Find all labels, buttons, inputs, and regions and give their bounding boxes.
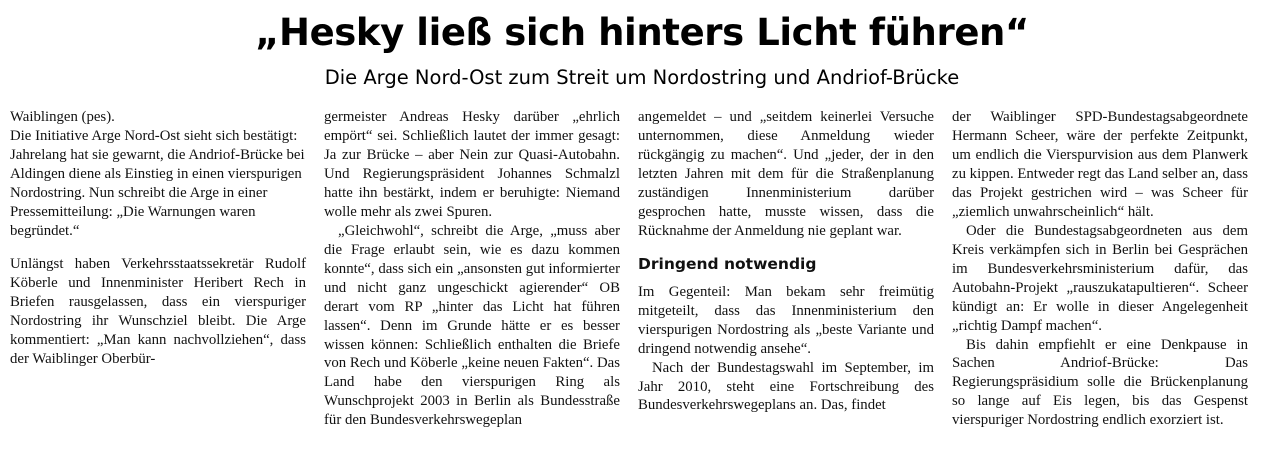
- page-title: „Hesky ließ sich hinters Licht führen“: [255, 11, 1029, 54]
- article-column-2: [324, 108, 620, 430]
- section-subheading: Dringend notwendig: [638, 254, 817, 273]
- body-paragraph: germeister Andreas Hesky darüber „ehrlich empört“ sei. Schließlich lautet der immer gesagt: Ja zur Brücke – aber Nein zur Quasi-Autobahn. Und Regierungspräsident Johannes Schmalzl hatte ihn bestärkt, indem er beruhigte: Niemand wolle mehr als zwei Spuren.: [324, 109, 620, 220]
- paragraph-spacer: [10, 241, 306, 255]
- body-paragraph: Unlängst haben Verkehrsstaatssekretär Rudolf Köberle und Innenminister Heribert Rech in Briefen rausgelassen, dass ein vierspuriger Nordostring ihr Wunschziel bleibt. Die Arge kommentiert: „Man kann nachvollziehen“, dass der Waiblinger Oberbür-: [10, 255, 306, 367]
- article-column-3: [638, 108, 934, 415]
- body-paragraph: Oder die Bundestagsabgeordneten aus dem Kreis verkämpfen sich in Berlin bei Gesprächen im Bundesverkehrsministerium dafür, das Autobahn-Projekt „rauszukatapultieren“. Scheer kündigt an: Er wolle in dieser Angelegenheit „richtig Dampf machen“.: [952, 222, 1248, 334]
- body-paragraph: der Waiblinger SPD-Bundestagsabgeordnete Hermann Scheer, wäre der perfekte Zeitpunkt, um endlich die Vierspurvision aus dem Planwerk zu kippen. Entweder regt das Land selber an, dass das Projekt gestrichen wird – was Scheer für „ziemlich unwahrscheinlich“ hält.: [952, 109, 1248, 220]
- body-paragraph: angemeldet – und „seitdem keinerlei Versuche unternommen, diese Anmeldung wieder rückgängig zu machen“. Und „jeder, der in den letzten Jahren mit dem für die Straßenplanung zuständigen Innenministerium darüber gesprochen hatte, musste wissen, dass die Rücknahme der Anmeldung nie geplant war.: [638, 109, 934, 239]
- lead-paragraph: Die Initiative Arge Nord-Ost sieht sich bestätigt: Jahrelang hat sie gewarnt, die Andriof-Brücke bei Aldingen diene als Einstieg in einen vierspurigen Nordostring. Nun schreibt die Arge in einer Pressemitteilung: „Die Warnungen waren begründet.“: [10, 128, 305, 239]
- article-column-1: [10, 108, 306, 368]
- body-paragraph: Im Gegenteil: Man bekam sehr freimütig mitgeteilt, dass das Innenministerium den vierspurigen Nordostring als „beste Variante und dringend notwendig ansehe“.: [638, 283, 934, 357]
- article-columns: [10, 108, 1274, 430]
- dateline: Waiblingen (pes).: [10, 109, 115, 126]
- article-subhead: Die Arge Nord-Ost zum Streit um Nordostring und Andriof-Brücke: [324, 65, 960, 89]
- body-paragraph: „Gleichwohl“, schreibt die Arge, „muss aber die Frage erlaubt sein, wie es dazu kommen konnte“, dass sich ein „ansonsten gut informierter und nicht ganz ungeschickt agierender“ OB derart vom RP „hinter das Licht hat führen lassen“. Denn im Grunde hätte er es besser wissen können: Schließlich enthalten die Briefe von Rech und Köberle „keine neuen Fakten“. Das Land habe den vierspurigen Ring als Wunschprojekt 2003 in Berlin als Bundesstraße für den Bundesverkehrswegeplan: [324, 222, 620, 429]
- article-page: [0, 11, 1284, 449]
- body-paragraph: Nach der Bundestagswahl im September, im Jahr 2010, steht eine Fortschreibung des Bundesverkehrswegeplans an. Das, findet: [638, 359, 934, 414]
- article-column-4: [952, 108, 1248, 430]
- body-paragraph: Bis dahin empfiehlt er eine Denkpause in Sachen Andriof-Brücke: Das Regierungspräsidium solle die Brückenplanung so lange auf Eis legen, bis das Gespenst vierspuriger Nordostring endlich exorziert ist.: [952, 336, 1248, 429]
